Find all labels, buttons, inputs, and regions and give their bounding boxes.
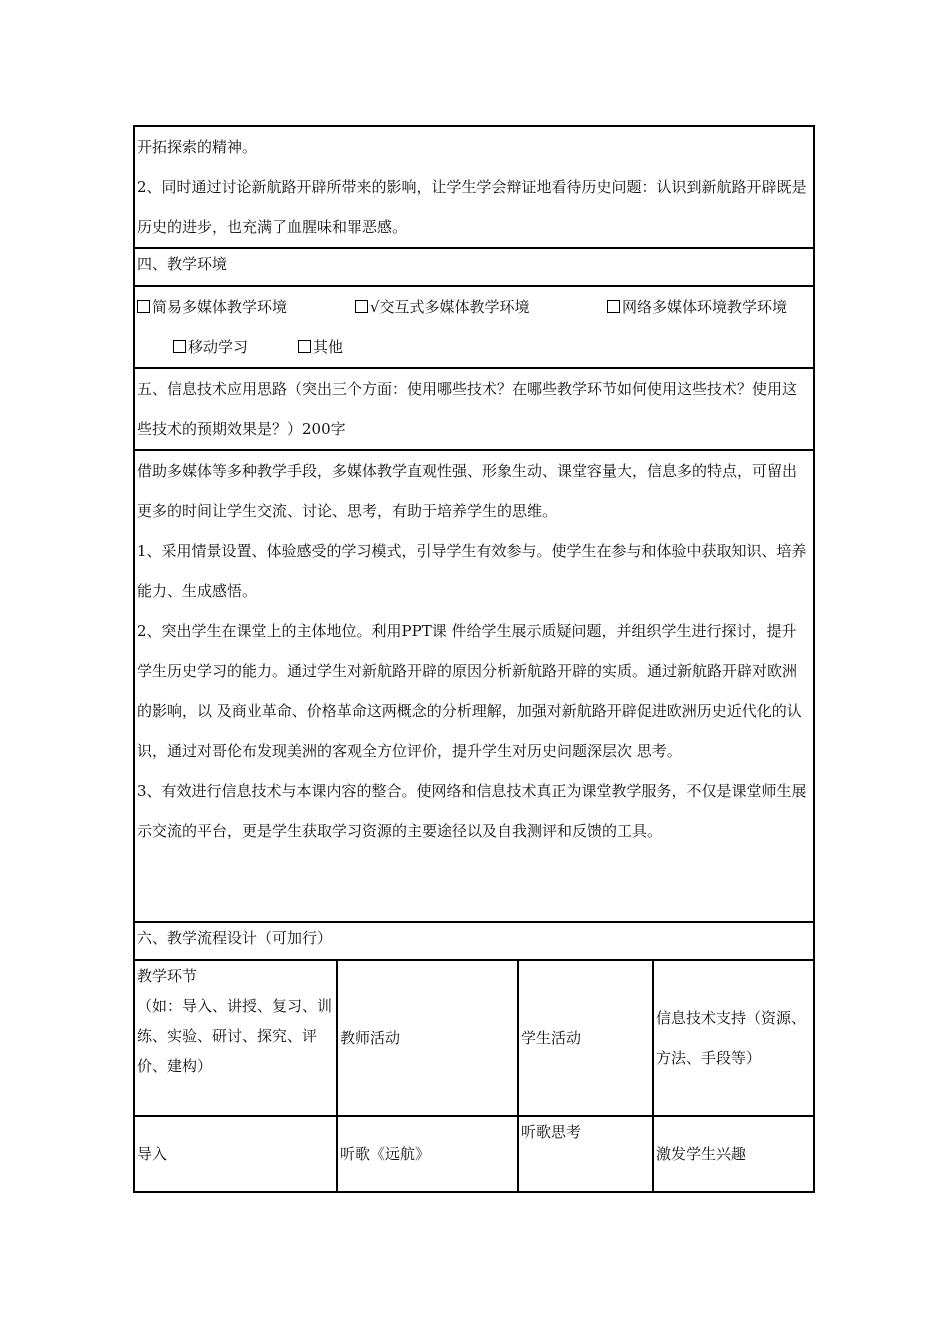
header-teacher-label: 教师活动 bbox=[340, 1029, 401, 1047]
stage-text: 导入 bbox=[137, 1145, 168, 1163]
goal-continuation-row bbox=[134, 126, 814, 248]
goal-line-1: 开拓探索的精神。 bbox=[137, 138, 258, 156]
env-option-network[interactable] bbox=[607, 287, 787, 327]
header-tech-label: 信息技术支持（资源、方法、手段等） bbox=[656, 1009, 807, 1067]
teacher-text: 听歌《远航》 bbox=[340, 1145, 431, 1163]
env-option-simple[interactable] bbox=[137, 287, 355, 327]
env-options-line-2 bbox=[137, 327, 811, 367]
header-tech bbox=[653, 960, 814, 1116]
env-option-label: 移动学习 bbox=[188, 338, 249, 356]
env-option-interactive[interactable] bbox=[355, 287, 607, 327]
section5-title: 五、信息技术应用思路（突出三个方面：使用哪些技术？在哪些教学环节如何使用这些技术？使用这些技术的预期效果是？）200字 bbox=[137, 380, 798, 438]
section5-point-3: 3、有效进行信息技术与本课内容的整合。使网络和信息技术真正为课堂教学服务，不仅是课堂师生展示交流的平台，更是学生获取学习资源的主要途径以及自我测评和反馈的工具。 bbox=[137, 782, 807, 840]
section5-point-1: 1、采用情景设置、体验感受的学习模式，引导学生有效参与。使学生在参与和体验中获取知识、培养能力、生成感悟。 bbox=[137, 542, 807, 600]
cell-teacher bbox=[337, 1116, 518, 1192]
env-option-label: 其他 bbox=[313, 338, 344, 356]
student-text: 听歌思考 bbox=[521, 1123, 582, 1141]
section6-title-row bbox=[134, 922, 814, 960]
header-stage-title: 教学环节 bbox=[137, 967, 198, 985]
tech-text: 激发学生兴趣 bbox=[656, 1145, 747, 1163]
header-teacher bbox=[337, 960, 518, 1116]
checkbox-icon[interactable] bbox=[173, 340, 186, 353]
checkbox-icon[interactable] bbox=[137, 300, 150, 313]
section5-intro: 借助多媒体等多种教学手段，多媒体教学直观性强、形象生动、课堂容量大，信息多的特点，可留出更多的时间让学生交流、讨论、思考，有助于培养学生的思维。 bbox=[137, 462, 798, 520]
header-student bbox=[518, 960, 653, 1116]
env-option-label: 简易多媒体教学环境 bbox=[152, 298, 288, 316]
env-option-mobile[interactable] bbox=[173, 327, 298, 367]
env-options-line-1 bbox=[137, 287, 811, 327]
header-stage-note: （如：导入、讲授、复习、训练、实验、研讨、探究、评价、建构） bbox=[137, 997, 333, 1075]
flow-header-row bbox=[134, 960, 814, 1116]
section5-title-row bbox=[134, 368, 814, 450]
section5-point-2: 2、突出学生在课堂上的主体地位。利用PPT课 件给学生展示质疑问题，并组织学生进行探讨，提升学生历史学习的能力。通过学生对新航路开辟的原因分析新航路开辟的实质。通过新航路开辟对欧洲的影响，以 及商业革命、价格革命这两概念的分析理解，加强对新航路开辟促进欧洲历史近代化的认识，通过对哥伦布发现美洲的客观全方位评价，提升学生对历史问题深层次 思考。 bbox=[137, 622, 802, 760]
table-row bbox=[134, 1116, 814, 1192]
header-student-label: 学生活动 bbox=[521, 1029, 582, 1047]
cell-stage bbox=[134, 1116, 337, 1192]
env-option-label: √交互式多媒体教学环境 bbox=[370, 298, 530, 316]
section6-title: 六、教学流程设计（可加行） bbox=[137, 929, 333, 947]
cell-tech bbox=[653, 1116, 814, 1192]
goal-paragraph-2: 2、同时通过讨论新航路开辟所带来的影响，让学生学会辩证地看待历史问题：认识到新航路开辟既是历史的进步，也充满了血腥味和罪恶感。 bbox=[137, 178, 807, 236]
section4-title: 四、教学环境 bbox=[137, 255, 228, 273]
env-option-label: 网络多媒体环境教学环境 bbox=[622, 298, 788, 316]
checkbox-icon[interactable] bbox=[355, 300, 368, 313]
section5-body-row bbox=[134, 450, 814, 922]
section4-options-row bbox=[134, 286, 814, 368]
cell-student bbox=[518, 1116, 653, 1192]
lesson-plan-table bbox=[133, 125, 815, 1193]
document-page bbox=[133, 125, 813, 1193]
checkbox-icon[interactable] bbox=[607, 300, 620, 313]
checkbox-icon[interactable] bbox=[298, 340, 311, 353]
section4-title-row bbox=[134, 248, 814, 286]
header-stage bbox=[134, 960, 337, 1116]
env-option-other[interactable] bbox=[298, 327, 343, 367]
